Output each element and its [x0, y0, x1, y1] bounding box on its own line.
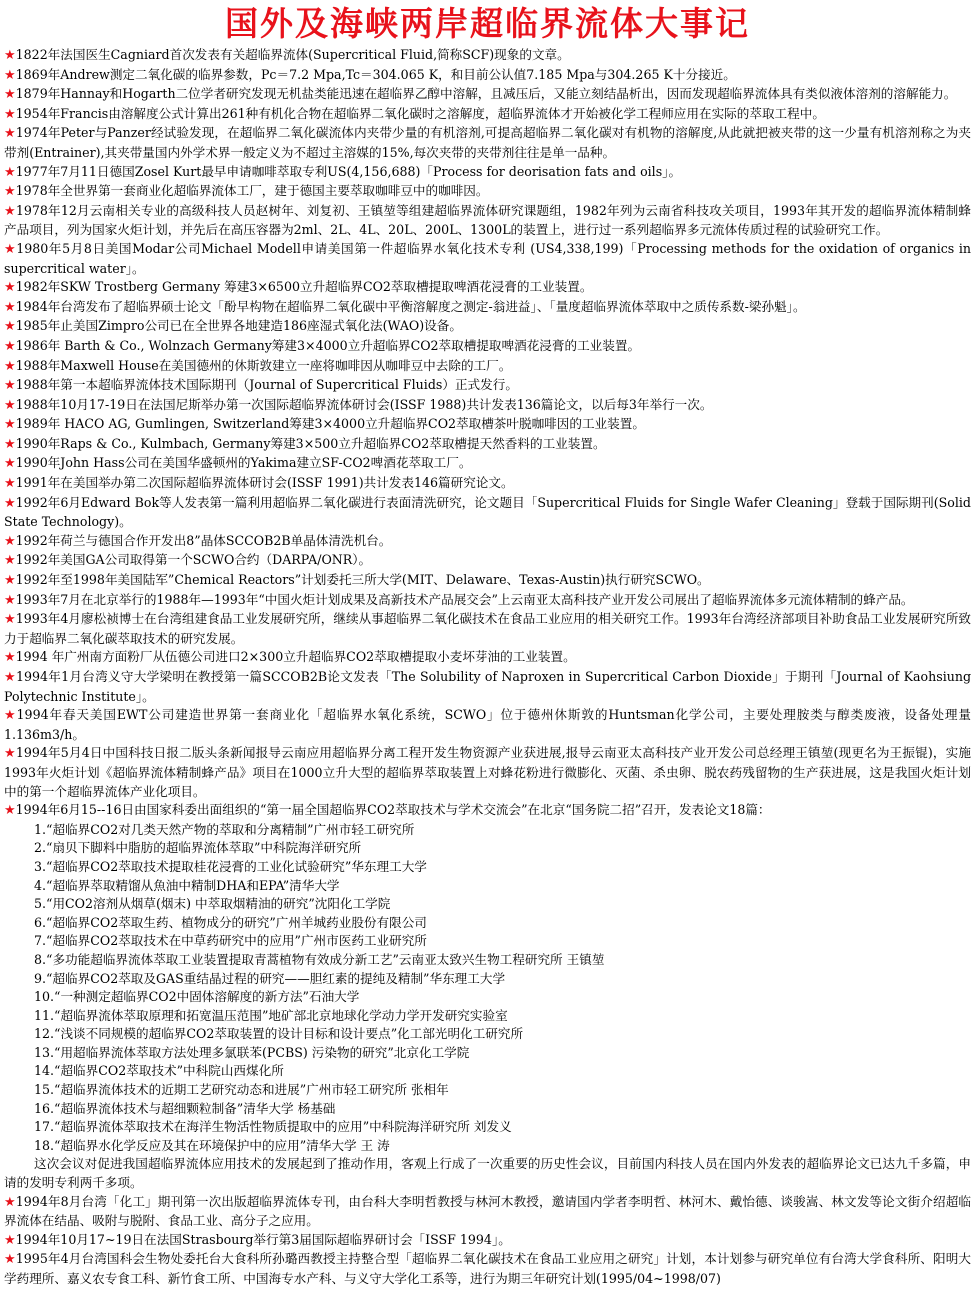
- chronology-entry: [4, 163, 971, 183]
- star-icon: ★: [4, 184, 16, 200]
- chronology-entry: [4, 415, 971, 435]
- chronology-entry: [4, 571, 971, 591]
- chronology-entry: [4, 317, 971, 337]
- star-icon: ★: [4, 241, 17, 257]
- chronology-entry: [4, 591, 971, 611]
- paper-item: 18.“超临界水化学反应及其在环境保护中的应用”清华大学 王 涛: [34, 1137, 390, 1153]
- chronology-list: [4, 46, 971, 1289]
- chronology-entry: [4, 396, 971, 416]
- chronology-entry: [4, 551, 971, 571]
- paper-item: 10.“一种测定超临界CO2中固体溶解度的新方法”石油大学: [34, 989, 360, 1005]
- star-icon: ★: [4, 650, 16, 666]
- star-icon: ★: [4, 164, 16, 180]
- paper-item: 3.“超临界CO2萃取技术提取桂花浸膏的工业化试验研究”华东理工大学: [34, 858, 427, 874]
- star-icon: ★: [4, 203, 16, 219]
- chronology-entry: [4, 668, 971, 706]
- star-icon: ★: [4, 319, 16, 335]
- entry-text: 1992年6月Edward Bok等人发表第一篇利用超临界二氧化碳进行表面清洗研究，论文题目「Supercritical Fluids for Single Wafer Cleaning」登载于国际期刊(Solid State Technology)。: [4, 494, 971, 530]
- entry-text: 1990年John Hass公司在美国华盛顿州的Yakima建立SF-CO2啤酒花萃取工厂。: [15, 455, 472, 471]
- star-icon: ★: [4, 533, 16, 549]
- entry-text: 1994年6月15--16日由国家科委出面组织的“第一届全国超临界CO2萃取技术与学术交流会”在北京“国务院二招”召开，发表论文18篇：: [15, 802, 771, 818]
- star-icon: ★: [4, 495, 16, 511]
- star-icon: ★: [4, 280, 16, 296]
- entry-text: 1994 年广州南方面粉厂从伍德公司进口2×300立升超临界CO2萃取槽提取小麦坏芽油的工业装置。: [15, 649, 576, 665]
- chronology-entry: [4, 1193, 971, 1231]
- entry-text: 1994年春天美国EWT公司建造世界第一套商业化「超临界水氧化系统，SCWO」位于德州休斯敦的Huntsman化学公司，主要处理胺类与醇类废液，设备处理量1.136m3/h。: [4, 707, 971, 742]
- star-icon: ★: [4, 299, 16, 315]
- entry-text: 1994年1月台湾义守大学梁明在教授第一篇SCCOB2B论文发表「The Solubility of Naproxen in Supercritical Carbon Dioxide」于期刊「Journal of Kaohsiung Polytechnic Institute」。: [4, 669, 972, 704]
- chronology-entry: [4, 474, 971, 494]
- entry-text: 1988年第一本超临界流体技术国际期刊（Journal of Supercritical Fluids）正式发行。: [15, 377, 518, 393]
- entry-text: 1978年12月云南相关专业的高级科技人员赵树年、刘复初、王镇堃等组建超临界流体研究课题组，1982年列为云南省科技攻关项目，1993年其开发的超临界流体精制蜂产品项目，列为国家火炬计划，并先后在高压容器为2ml、2L、4L、20L、200L、1300L的装置上，进行过一系列超临界多元流体传质过程的试验研究工作。: [4, 202, 971, 238]
- document-title: 国外及海峡两岸超临界流体大事记: [225, 4, 750, 43]
- entry-text: 1879年Hannay和Hogarth二位学者研究发现无机盐类能迅速在超临界乙醇中溶解，且减压后，又能立刻结晶析出，因而发现超临界流体具有类似液体溶剂的溶解能力。: [15, 86, 957, 102]
- entry-text: 1988年Maxwell House在美国德州的休斯敦建立一座将咖啡因从咖啡豆中去除的工厂。: [15, 357, 512, 373]
- paper-item: 6.“超临界CO2萃取生药、植物成分的研究”广州羊城药业股份有限公司: [34, 914, 427, 930]
- paper-item: 13.“用超临界流体萃取方法处理多氯联苯(PCBS) 污染物的研究”北京化工学院: [34, 1044, 470, 1060]
- entry-text: 1992年荷兰与德国合作开发出8”晶体SCCOB2B单晶体清洗机台。: [15, 532, 392, 548]
- chronology-entry: [4, 298, 971, 318]
- entry-text: 1992年美国GA公司取得第一个SCWO合约（DARPA/ONR）。: [15, 552, 372, 568]
- paper-item: 1.“超临界CO2对几类天然产物的萃取和分离精制”广州市轻工研究所: [34, 821, 415, 837]
- entry-text: 1980年5月8日美国Modar公司Michael Modell申请美国第一件超临界水氧化技术专利 (US4,338,199)「Processing methods for the oxidation of organics in supercritical water」。: [4, 240, 972, 276]
- entry-text: 1992年至1998年美国陆军”Chemical Reactors”计划委托三所大学(MIT、Delaware、Texas-Austin)执行研究SCWO。: [15, 572, 710, 588]
- star-icon: ★: [4, 1252, 16, 1268]
- chronology-entry: [4, 46, 971, 66]
- paper-item: 12.“浅谈不同规模的超临界CO2萃取装置的设计目标和设计要点”化工部光明化工研究所: [34, 1026, 524, 1042]
- star-icon: ★: [4, 803, 16, 819]
- star-icon: ★: [4, 358, 16, 374]
- star-icon: ★: [4, 126, 16, 142]
- entry-text: 1982年SKW Trostberg Germany 筹建3×6500立升超临界CO2萃取槽提取啤酒花浸膏的工业装置。: [15, 279, 593, 295]
- star-icon: ★: [4, 436, 16, 452]
- paper-item: 2.“扇贝下脚料中脂肪的超临界流体萃取”中科院海洋研究所: [34, 840, 362, 856]
- chronology-entry: [4, 706, 971, 744]
- chronology-entry: [4, 124, 971, 162]
- star-icon: ★: [4, 746, 16, 762]
- paper-item: 9.“超临界CO2萃取及GAS重结晶过程的研究——胆红素的提纯及精制”华东理工大学: [34, 970, 506, 986]
- chronology-entry: [4, 85, 971, 105]
- paper-item: 16.“超临界流体技术与超细颗粒制备”清华大学 杨基础: [34, 1100, 336, 1116]
- entry-text: 1989年 HACO AG, Gumlingen, Switzerland筹建3×4000立升超临界CO2萃取槽茶叶脱咖啡因的工业装置。: [15, 416, 645, 432]
- star-icon: ★: [4, 1194, 16, 1210]
- conference-paper-list: [4, 821, 971, 1156]
- entry-text: 1991年在美国举办第二次国际超临界流体研讨会(ISSF 1991)共计发表146篇研究论文。: [15, 475, 514, 491]
- star-icon: ★: [4, 456, 16, 472]
- chronology-entry: [4, 278, 971, 298]
- chronology-entry: [4, 435, 971, 455]
- star-icon: ★: [4, 87, 16, 103]
- star-icon: ★: [4, 670, 16, 685]
- star-icon: ★: [4, 1232, 16, 1248]
- entry-text: 1994年5月4日中国科技日报二版头条新闻报导云南应用超临界分离工程开发生物资源产业获进展,报导云南亚太高科技产业开发公司总经理王镇堃(现更名为王振锟)，实施1993年火炬计划《超临界流体精制蜂产品》项目在1000立升大型的超临界萃取装置上对蜂花粉进行微膨化、灭菌、杀虫卵、脱农药残留物的生产获进展，这是我国火炬计划中的第一个超临界流体产业化项目。: [4, 745, 971, 799]
- entry-text: 1990年Raps & Co., Kulmbach, Germany筹建3×500立升超临界CO2萃取槽提天然香料的工业装置。: [15, 435, 606, 451]
- star-icon: ★: [4, 612, 16, 628]
- entry-text: 1978年全世界第一套商业化超临界流体工厂，建于德国主要萃取咖啡豆中的咖啡因。: [15, 183, 489, 199]
- chronology-entry: [4, 744, 971, 801]
- chronology-entry: [4, 66, 971, 86]
- entry-text: 1954年Francis由溶解度公式计算出261种有机化合物在超临界二氧化碳时之溶解度，超临界流体才开始被化学工程师应用在实际的萃取工程中。: [15, 105, 825, 121]
- entry-text: 1822年法国医生Cagniard首次发表有关超临界流体(Supercritical Fluid,简称SCF)现象的文章。: [15, 47, 570, 62]
- chronology-entry: [4, 105, 971, 125]
- chronology-entry: [4, 182, 971, 202]
- entry-text: 1986年 Barth & Co., Wolnzach Germany筹建3×4000立升超临界CO2萃取槽提取啤酒花浸膏的工业装置。: [15, 337, 641, 353]
- chronology-entry: [4, 357, 971, 377]
- paper-item: 17.“超临界流体萃取技术在海洋生物活性物质提取中的应用”中科院海洋研究所 刘发义: [34, 1119, 512, 1135]
- paper-item: 8.“多功能超临界流体萃取工业装置提取青蒿植物有效成分新工艺”云南亚太致兴生物工程研究所 王镇堃: [34, 951, 605, 967]
- entry-text: 1994年10月17~19日在法国Strasbourg举行第3届国际超临界研讨会「ISSF 1994」。: [15, 1231, 511, 1247]
- conference-summary: 这次会议对促进我国超临界流体应用技术的发展起到了推动作用，客观上行成了一次重要的历史性会议，目前国内科技人员在国内外发表的超临界论文已达九千多篇，申请的发明专利两千多项。: [4, 1156, 971, 1191]
- paper-item: 15.“超临界流体技术的近期工艺研究动态和进展”广州市轻工研究所 张相年: [34, 1082, 449, 1098]
- star-icon: ★: [4, 573, 16, 589]
- star-icon: ★: [4, 708, 17, 724]
- entry-text: 1977年7月11日德国Zosel Kurt最早申请咖啡萃取专利US(4,156,688)「Process for deorisation fats and oils」。: [15, 163, 682, 179]
- chronology-entry: [4, 1250, 971, 1288]
- entry-text: 1993年4月廖松祯博士在台湾组建食品工业发展研究所，继续从事超临界二氧化碳技术在食品工业应用的相关研究工作。1993年台湾经济部项目补助食品工业发展研究所致力于超临界二氧化碳萃取技术的研究发展。: [4, 611, 971, 646]
- star-icon: ★: [4, 67, 16, 83]
- star-icon: ★: [4, 553, 16, 569]
- paper-item: 11.“超临界流体萃取原理和拓宽温压范围”地矿部北京地球化学动力学开发研究实验室: [34, 1007, 508, 1023]
- star-icon: ★: [4, 476, 16, 492]
- star-icon: ★: [4, 106, 16, 122]
- entry-text: 1869年Andrew测定二氧化碳的临界参数，Pc＝7.2 Mpa,Tc＝304.065 K，和目前公认值7.185 Mpa与304.265 K十分接近。: [15, 66, 736, 82]
- chronology-entry: [4, 610, 971, 648]
- chronology-entry: [4, 202, 971, 240]
- chronology-entry: [4, 376, 971, 396]
- entry-text: 1995年4月台湾国科会生物处委托台大食科所孙璐西教授主持整合型「超临界二氧化碳技术在食品工业应用之研究」计划，本计划参与研究单位有台湾大学食科所、阳明大学药理所、嘉义农专食工科、新竹食工所、中国海专水产科、与义守大学化工系等，进行为期三年研究计划(1995/04~1998/07): [4, 1251, 971, 1286]
- entry-text: 1993年7月在北京举行的1988年—1993年“中国火炬计划成果及高新技术产品展交会”上云南亚太高科技产业开发公司展出了超临界流体多元流体精制的蜂产品。: [15, 591, 914, 607]
- chronology-entry: [4, 337, 971, 357]
- star-icon: ★: [4, 592, 16, 608]
- entry-text: 1974年Peter与Panzer经试验发现，在超临界二氧化碳流体内夹带少量的有机溶剂,可提高超临界二氧化碳对有机物的溶解度,从此就把被夹带的这一少量有机溶剂称之为夹带剂(Entrainer),其夹带量国内外学术界一般定义为不超过主溶媒的15%,每次夹带的夹带剂往往是单一品种。: [4, 125, 971, 160]
- chronology-entry: [4, 494, 971, 532]
- chronology-entry: [4, 801, 971, 821]
- chronology-entry: [4, 240, 971, 278]
- star-icon: ★: [4, 378, 16, 394]
- chronology-entry: [4, 532, 971, 552]
- star-icon: ★: [4, 48, 16, 63]
- entry-text: 1985年止美国Zimpro公司已在全世界各地建造186座湿式氧化法(WAO)设备。: [15, 318, 462, 334]
- star-icon: ★: [4, 338, 16, 354]
- star-icon: ★: [4, 417, 16, 433]
- entry-text: 1994年8月台湾「化工」期刊第一次出版超临界流体专刊，由台科大李明哲教授与林河木教授，邀请国内学者李明哲、林河木、戴怡德、谈骏嵩、林文发等论文街介绍超临界流体在结晶、吸附与脱附、食品工业、高分子之应用。: [4, 1193, 971, 1229]
- paper-item: 5.“用CO2溶剂从烟草(烟末) 中萃取烟精油的研究”沈阳化工学院: [34, 896, 391, 912]
- paper-item: 4.“超临界萃取精馏从魚油中精制DHA和EPA”清华大学: [34, 877, 340, 893]
- entry-text: 1984年台湾发布了超临界硕士论文「酚早构物在超临界二氧化碳中平衡溶解度之测定-翁进益」、「量度超临界流体萃取中之质传系数-梁孙魁」。: [15, 298, 806, 314]
- chronology-entry: [4, 648, 971, 668]
- chronology-entry: [4, 1231, 971, 1251]
- paper-item: 7.“超临界CO2萃取技术在中草药研究中的应用”广州市医药工业研究所: [34, 933, 427, 949]
- paper-item: 14.“超临界CO2萃取技术”中科院山西煤化所: [34, 1063, 284, 1079]
- chronology-entry: [4, 454, 971, 474]
- entry-text: 1988年10月17-19日在法国尼斯举办第一次国际超临界流体研讨会(ISSF 1988)共计发表136篇论文，以后每3年举行一次。: [15, 396, 713, 412]
- star-icon: ★: [4, 397, 16, 413]
